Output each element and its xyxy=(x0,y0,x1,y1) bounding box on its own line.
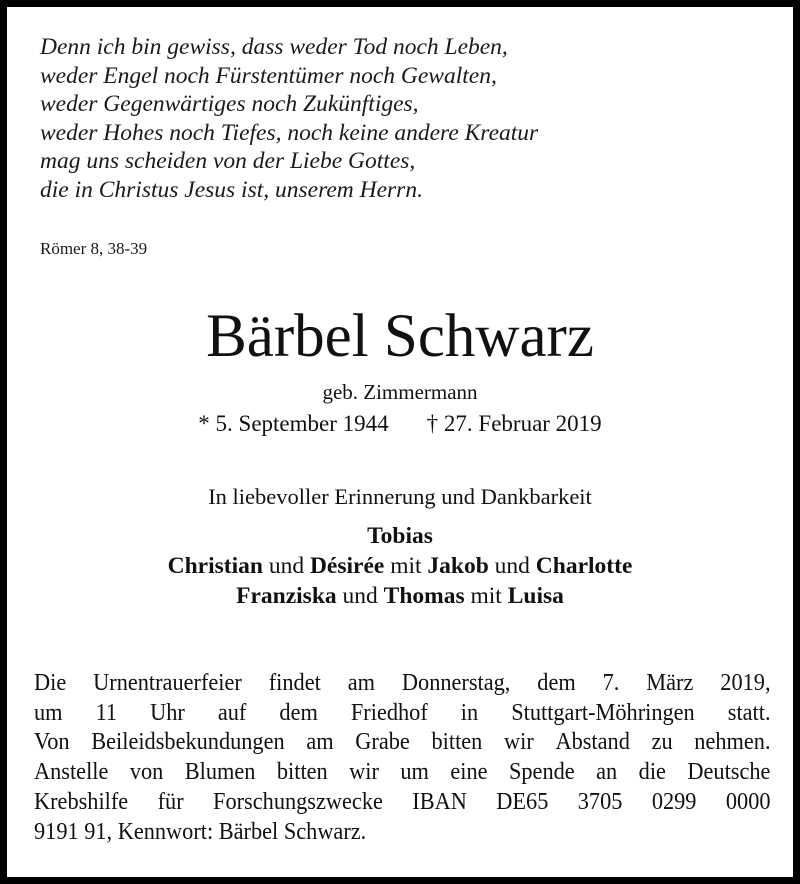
life-dates xyxy=(7,411,793,437)
notice-word: Schwarz. xyxy=(283,818,367,845)
notice-word: bitten xyxy=(276,759,328,786)
mourners-intro: In liebevoller Erinnerung und Dankbarkeit xyxy=(208,484,592,509)
quote-line: weder Hohes noch Tiefes, noch keine andere Kreatur xyxy=(40,119,539,146)
notice-word: Blumen xyxy=(184,759,256,786)
birth-date: * 5. September 1944 xyxy=(198,411,389,436)
notice-word: Stuttgart-Möhringen xyxy=(511,699,695,726)
notice-word: IBAN xyxy=(412,788,467,815)
notice-word: 3705 xyxy=(577,788,623,815)
notice-word: Uhr xyxy=(150,699,185,726)
notice-word: am xyxy=(347,670,376,696)
notice-word: Bärbel xyxy=(218,818,279,845)
notice-word: findet xyxy=(268,670,321,696)
birth-name: geb. Zimmermann xyxy=(322,380,478,404)
notice-line xyxy=(34,788,771,818)
notice-word: statt. xyxy=(727,699,771,726)
quote-reference: Römer 8, 38-39 xyxy=(40,239,148,258)
mourners-line xyxy=(7,581,793,611)
notice-line xyxy=(34,669,771,699)
notice-word: Donnerstag, xyxy=(401,670,511,696)
mourners-line xyxy=(7,521,793,551)
notice-word: Abstand xyxy=(555,729,630,756)
notice-word: in xyxy=(460,699,479,726)
connector: und xyxy=(262,553,310,579)
quote-line: Denn ich bin gewiss, dass weder Tod noch Leben, xyxy=(40,34,508,60)
bible-quote xyxy=(40,33,538,204)
notice-word: Krebshilfe xyxy=(34,788,129,815)
notice-word: 11 xyxy=(95,699,118,726)
notice-word: 7. xyxy=(602,670,620,696)
notice-word: bitten xyxy=(431,729,483,756)
mourner-name: Désirée xyxy=(309,553,385,579)
notice-word: für xyxy=(157,788,184,815)
notice-word: eine xyxy=(450,759,488,786)
mourner-name: Christian xyxy=(167,553,263,579)
notice-word: von xyxy=(129,759,164,786)
notice-word: Spende xyxy=(508,759,575,786)
notice-word: an xyxy=(596,759,618,786)
notice-word: Deutsche xyxy=(687,759,771,786)
connector: und xyxy=(336,583,384,609)
notice-word: 9191 xyxy=(34,818,79,845)
notice-line xyxy=(34,758,771,788)
notice-word: die xyxy=(638,759,666,786)
notice-word: am xyxy=(306,729,334,756)
notice-word: wir xyxy=(349,759,379,786)
notice-line xyxy=(34,728,771,758)
quote-line: weder Engel noch Fürstentümer noch Gewalten, xyxy=(40,62,497,89)
connector: mit xyxy=(384,553,428,579)
notice-word: Kennwort: xyxy=(117,818,214,845)
mourner-name: Luisa xyxy=(507,583,564,609)
notice-word: nehmen. xyxy=(694,729,771,756)
notice-word: DE65 xyxy=(496,788,549,815)
notice-word: um xyxy=(34,699,63,726)
mourner-name: Jakob xyxy=(427,553,489,579)
quote-line: mag uns scheiden von der Liebe Gottes, xyxy=(40,148,416,174)
notice-word: März xyxy=(646,670,694,696)
notice-word: 0000 xyxy=(725,788,771,815)
mourner-name: Franziska xyxy=(236,583,337,609)
notice-word: Beileidsbekundungen xyxy=(91,729,285,756)
notice-line xyxy=(34,699,771,729)
notice-line xyxy=(34,818,771,848)
notice-word: Grabe xyxy=(355,729,410,756)
notice-word: Urnentrauerfeier xyxy=(93,670,242,696)
notice-word: auf xyxy=(217,699,247,726)
notice-word: Anstelle xyxy=(34,759,109,786)
notice-word: 0299 xyxy=(651,788,697,815)
notice-word: wir xyxy=(504,729,534,756)
notice-word: um xyxy=(400,759,429,786)
notice-word: dem xyxy=(537,670,576,696)
notice-word: zu xyxy=(651,729,673,756)
mourner-name: Thomas xyxy=(383,583,465,609)
funeral-notice xyxy=(34,669,771,847)
deceased-name: Bärbel Schwarz xyxy=(206,303,594,370)
notice-word: dem xyxy=(279,699,318,726)
quote-line: weder Gegenwärtiges noch Zukünftiges, xyxy=(40,91,419,117)
obituary-notice xyxy=(7,7,793,877)
notice-word: Von xyxy=(34,729,70,756)
death-date: † 27. Februar 2019 xyxy=(426,411,602,436)
connector: und xyxy=(488,553,536,579)
mourners-list xyxy=(7,521,793,611)
mourner-name: Charlotte xyxy=(535,553,633,579)
notice-word: 2019, xyxy=(720,670,771,696)
notice-word: Forschungszwecke xyxy=(213,788,383,815)
notice-word: Friedhof xyxy=(350,699,428,726)
notice-word: 91, xyxy=(84,818,113,845)
notice-word: Die xyxy=(34,670,67,696)
mourner-name: Tobias xyxy=(367,523,433,549)
quote-line: die in Christus Jesus ist, unserem Herrn. xyxy=(40,176,423,203)
mourners-line xyxy=(7,551,793,581)
connector: mit xyxy=(464,583,508,609)
